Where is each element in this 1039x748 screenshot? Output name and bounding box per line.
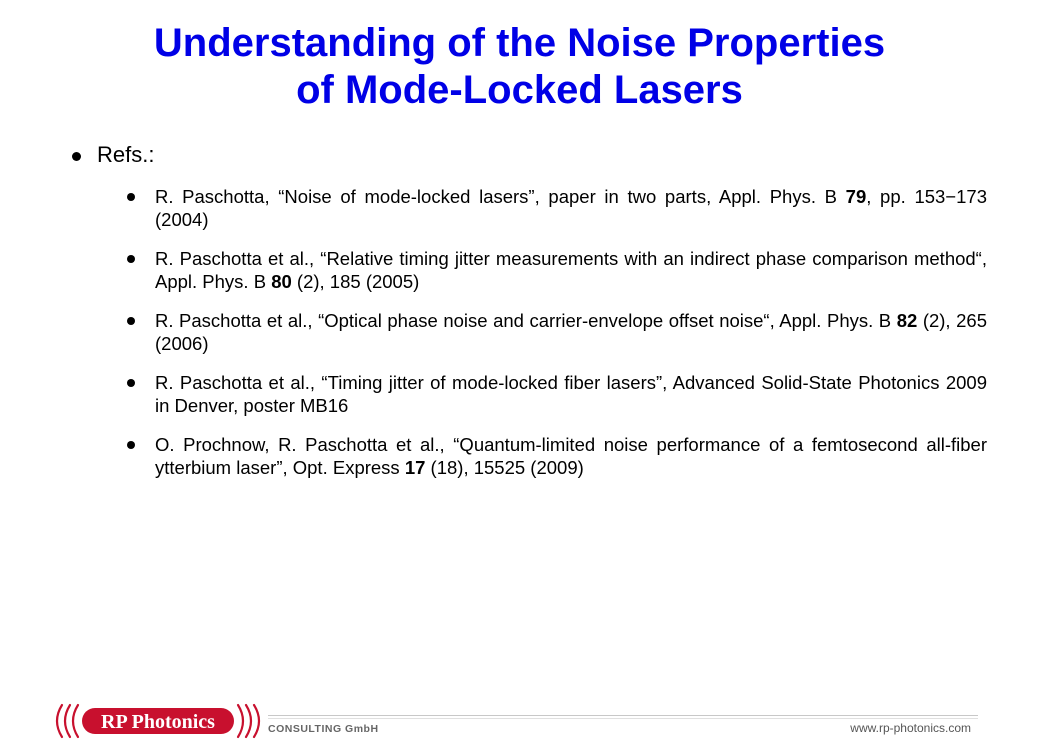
- page-title: [0, 20, 1039, 114]
- reference-text: R. Paschotta et al., “Timing jitter of mode-locked fiber lasers”, Advanced Solid-State Photonics 2009 in Denver, poster MB16: [155, 372, 987, 416]
- bullet-icon: [127, 193, 135, 201]
- refs-heading: Refs.:: [97, 142, 155, 167]
- bullet-icon: [127, 379, 135, 387]
- reference-volume: 79: [845, 186, 867, 207]
- bullet-icon: [72, 152, 81, 161]
- reference-text-tail: (18), 15525 (2009): [425, 457, 584, 478]
- reference-item: [127, 433, 987, 479]
- reference-list: [127, 185, 987, 495]
- reference-item: [127, 247, 987, 293]
- bullet-icon: [127, 317, 135, 325]
- rp-photonics-logo-icon: [48, 701, 270, 741]
- website-label: www.rp-photonics.com: [850, 721, 971, 735]
- footer-divider: [268, 715, 978, 716]
- reference-text-tail: , pp. 153−173 (2004): [155, 186, 987, 230]
- bullet-icon: [127, 441, 135, 449]
- reference-text: R. Paschotta et al., “Relative timing jitter measurements with an indirect phase comparison method“, Appl. Phys. B: [155, 248, 987, 292]
- reference-volume: 80: [271, 271, 292, 292]
- refs-heading-item: [72, 142, 154, 168]
- reference-item: [127, 371, 987, 417]
- reference-text-tail: (2), 265 (2006): [155, 310, 987, 354]
- consulting-label: CONSULTING GmbH: [268, 723, 379, 735]
- reference-text: R. Paschotta et al., “Optical phase noise and carrier-envelope offset noise“, Appl. Phys. B: [155, 310, 897, 331]
- reference-text: R. Paschotta, “Noise of mode-locked lasers”, paper in two parts, Appl. Phys. B: [155, 186, 846, 207]
- reference-item: [127, 185, 987, 231]
- reference-volume: 82: [896, 310, 918, 331]
- footer: [0, 697, 1039, 748]
- reference-text-tail: (2), 185 (2005): [291, 271, 420, 292]
- page-title-line-2: of Mode-Locked Lasers: [296, 68, 743, 112]
- bullet-icon: [127, 255, 135, 263]
- logo-text: RP Photonics: [101, 711, 215, 733]
- page-title-line-1: Understanding of the Noise Properties: [153, 21, 886, 65]
- reference-volume: 17: [404, 457, 426, 478]
- footer-divider-secondary: [268, 718, 978, 719]
- reference-text: O. Prochnow, R. Paschotta et al., “Quantum-limited noise performance of a femtosecond all-fiber ytterbium laser”, Opt. Express: [155, 434, 987, 478]
- reference-item: [127, 309, 987, 355]
